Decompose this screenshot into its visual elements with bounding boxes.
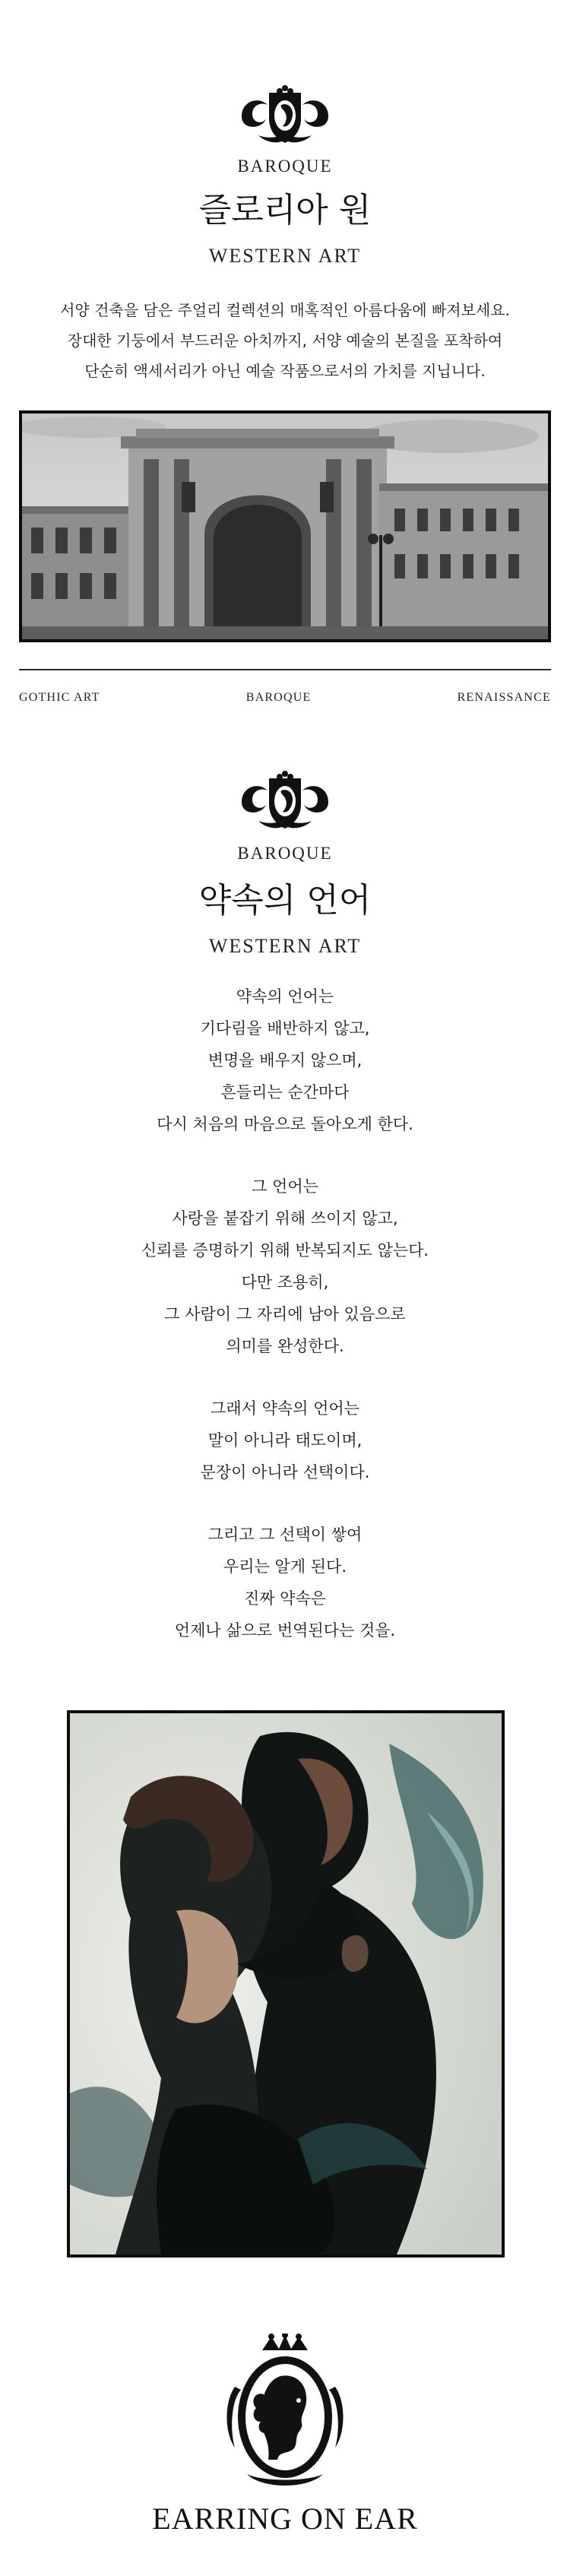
poem-line: 의미를 완성한다. xyxy=(226,1337,344,1355)
poem-line: 문장이 아니라 선택이다. xyxy=(200,1463,370,1481)
poem-line: 그 언어는 xyxy=(252,1177,318,1196)
poem-line: 그래서 약속의 언어는 xyxy=(211,1399,359,1418)
brand-name: EARRING ON EAR xyxy=(152,2502,418,2536)
poem-stanza xyxy=(23,1171,547,1362)
section-divider xyxy=(19,669,551,670)
section1-title: 즐로리아 원 xyxy=(198,191,372,230)
poem-line: 말이 아니라 태도이며, xyxy=(207,1431,363,1450)
embracing-couple-image xyxy=(70,1713,502,2254)
description-line: 단순히 액세서리가 아닌 예술 작품으로서의 가치를 지닙니다. xyxy=(84,362,486,380)
footer-emblem xyxy=(0,2334,570,2493)
arcade-building-image xyxy=(22,413,548,639)
poem-stanza xyxy=(23,981,547,1140)
poem-line: 그 사람이 그 자리에 남아 있음으로 xyxy=(164,1305,406,1323)
description-line: 장대한 기둥에서 부드러운 아치까지, 서양 예술의 본질을 포착하여 xyxy=(67,331,503,350)
nav-item-baroque[interactable]: BAROQUE xyxy=(245,691,312,704)
poem-line: 진짜 약속은 xyxy=(243,1589,327,1608)
architecture-photo xyxy=(19,410,551,642)
poem-line: 그리고 그 선택이 쌓여 xyxy=(207,1526,363,1544)
poem-line: 우리는 알게 된다. xyxy=(223,1557,347,1576)
nav-item-renaissance[interactable]: RENAISSANCE xyxy=(457,691,551,704)
baroque-crest-icon xyxy=(236,768,334,836)
section1-description xyxy=(23,295,547,386)
section1-eyebrow: BAROQUE xyxy=(237,157,333,176)
description-line: 서양 건축을 담은 주얼리 컬렉션의 매혹적인 아름다움에 빠져보세요. xyxy=(60,301,510,319)
poem-line: 약속의 언어는 xyxy=(236,987,334,1006)
poem-line: 기다림을 배반하지 않고, xyxy=(200,1019,370,1038)
poem-line: 흔들리는 순간마다 xyxy=(220,1083,350,1101)
style-nav xyxy=(19,688,551,711)
section2-eyebrow: BAROQUE xyxy=(237,844,333,863)
poem-line: 사랑을 붙잡기 위해 쓰이지 않고, xyxy=(172,1209,398,1228)
crest-logo-top xyxy=(0,82,570,151)
poem-stanza xyxy=(23,1519,547,1646)
poem-line: 다시 처음의 마음으로 돌아오게 한다. xyxy=(157,1115,413,1133)
poem-line: 다만 조용히, xyxy=(241,1273,329,1291)
embrace-painting xyxy=(67,1710,505,2258)
baroque-crest-icon xyxy=(236,82,334,151)
crest-logo-middle xyxy=(0,768,570,836)
poem-text xyxy=(23,981,547,1677)
poem-line: 변명을 배우지 않으며, xyxy=(207,1051,363,1069)
section2-title: 약속의 언어 xyxy=(198,881,372,920)
poem-line: 언제나 삶으로 번역된다는 것을. xyxy=(174,1621,396,1640)
nav-item-gothic-art[interactable]: GOTHIC ART xyxy=(19,691,100,704)
section2-subtitle: WESTERN ART xyxy=(208,935,362,957)
section1-subtitle: WESTERN ART xyxy=(208,245,362,267)
poem-stanza xyxy=(23,1393,547,1488)
poem-line: 신뢰를 증명하기 위해 반복되지도 않는다. xyxy=(141,1241,429,1259)
brand-cameo-icon xyxy=(224,2334,346,2493)
